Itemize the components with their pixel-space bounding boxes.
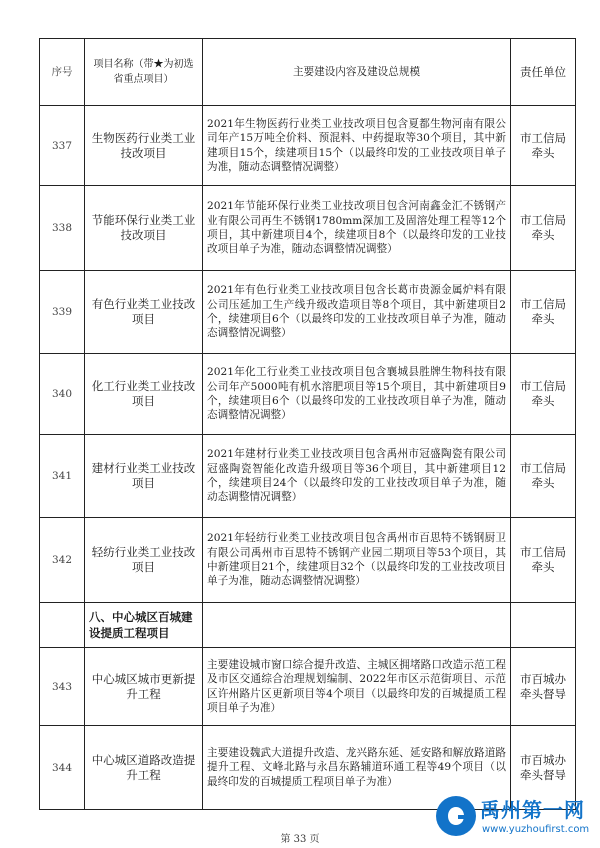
header-name: 项目名称（带★为初选省重点项目）	[85, 39, 203, 106]
page-number: 第 33 页	[280, 834, 320, 845]
row-no: 343	[40, 648, 85, 726]
table-row	[40, 106, 576, 186]
row-responsible: 市工信局牵头	[511, 354, 576, 435]
row-content: 主要建设魏武大道提升改造、龙兴路东延、延安路和解放路道路提升工程、文峰北路与永昌东路辅道环通工程等49个项目（以最终印发的百城提质工程项目单子为准）	[203, 726, 511, 810]
watermark-logo-icon	[436, 796, 476, 836]
row-no: 341	[40, 435, 85, 518]
row-content: 2021年化工行业类工业技改项目包含襄城县胜牌生物科技有限公司年产5000吨有机水溶肥项目等15个项目，其中新建项目9个，续建项目6个（以最终印发的工业技改项目单子为准，随动态调整情况调整）	[203, 354, 511, 435]
header-no: 序号	[40, 39, 85, 106]
table-row	[40, 435, 576, 518]
section-content-cell	[203, 603, 511, 648]
row-responsible: 市百城办牵头督导	[511, 726, 576, 810]
row-content: 主要建设城市窗口综合提升改造、主城区拥堵路口改造示范工程及市区交通综合治理规划编制、2022年市区示范街项目、示范区许州路片区更新项目等4个项目（以最终印发的百城提质工程项目单子为准）	[203, 648, 511, 726]
row-name: 轻纺行业类工业技改项目	[85, 518, 203, 603]
row-name: 生物医药行业类工业技改项目	[85, 106, 203, 186]
table-row	[40, 271, 576, 354]
row-name: 中心城区道路改造提升工程	[85, 726, 203, 810]
row-name: 有色行业类工业技改项目	[85, 271, 203, 354]
row-no: 340	[40, 354, 85, 435]
table-row	[40, 186, 576, 271]
section-responsible-cell	[511, 603, 576, 648]
row-name: 化工行业类工业技改项目	[85, 354, 203, 435]
row-name: 建材行业类工业技改项目	[85, 435, 203, 518]
row-no: 338	[40, 186, 85, 271]
row-responsible: 市工信局牵头	[511, 271, 576, 354]
row-content: 2021年生物医药行业类工业技改项目包含夏都生物河南有限公司年产15万吨全价料、预混料、中药提取等30个项目，其中新建项目15个，续建项目15个（以最终印发的工业技改项目单子为准，随动态调整情况调整）	[203, 106, 511, 186]
table-row	[40, 354, 576, 435]
section-no-cell	[40, 603, 85, 648]
row-responsible: 市工信局牵头	[511, 106, 576, 186]
row-no: 342	[40, 518, 85, 603]
row-responsible: 市工信局牵头	[511, 186, 576, 271]
table-row	[40, 518, 576, 603]
header-responsible: 责任单位	[511, 39, 576, 106]
row-no: 337	[40, 106, 85, 186]
section-title: 八、中心城区百城建设提质工程项目	[85, 603, 203, 648]
site-watermark	[436, 790, 600, 848]
table-header-row	[40, 39, 576, 106]
project-table	[39, 38, 576, 810]
row-content: 2021年有色行业类工业技改项目包含长葛市贵源金属炉料有限公司压延加工生产线升级改造项目等8个项目，其中新建项目2个，续建项目6个（以最终印发的工业技改项目单子为准，随动态调整情况调整）	[203, 271, 511, 354]
row-responsible: 市百城办牵头督导	[511, 648, 576, 726]
row-responsible: 市工信局牵头	[511, 518, 576, 603]
watermark-title: 禹州第一网	[480, 798, 585, 822]
row-responsible: 市工信局牵头	[511, 435, 576, 518]
section-row	[40, 603, 576, 648]
row-name: 中心城区城市更新提升工程	[85, 648, 203, 726]
row-no: 339	[40, 271, 85, 354]
watermark-url: www.yuzhoufirst.com	[482, 824, 590, 835]
row-name: 节能环保行业类工业技改项目	[85, 186, 203, 271]
row-content: 2021年轻纺行业类工业技改项目包含禹州市百思特不锈钢厨卫有限公司禹州市百思特不锈钢产业园二期项目等53个项目，其中新建项目21个，续建项目32个（以最终印发的工业技改项目单子为准，随动态调整情况调整）	[203, 518, 511, 603]
row-no: 344	[40, 726, 85, 810]
table-row	[40, 648, 576, 726]
row-content: 2021年节能环保行业类工业技改项目包含河南鑫金汇不锈钢产业有限公司再生不锈钢1780mm深加工及固溶处理工程等12个项目，其中新建项目4个，续建项目8个（以最终印发的工业技改项目单子为准，随动态调整情况调整）	[203, 186, 511, 271]
header-content: 主要建设内容及建设总规模	[203, 39, 511, 106]
row-content: 2021年建材行业类工业技改项目包含禹州市冠盛陶瓷有限公司冠盛陶瓷智能化改造升级项目等36个项目，其中新建项目12个，续建项目24个（以最终印发的工业技改项目单子为准，随动态调整情况调整）	[203, 435, 511, 518]
